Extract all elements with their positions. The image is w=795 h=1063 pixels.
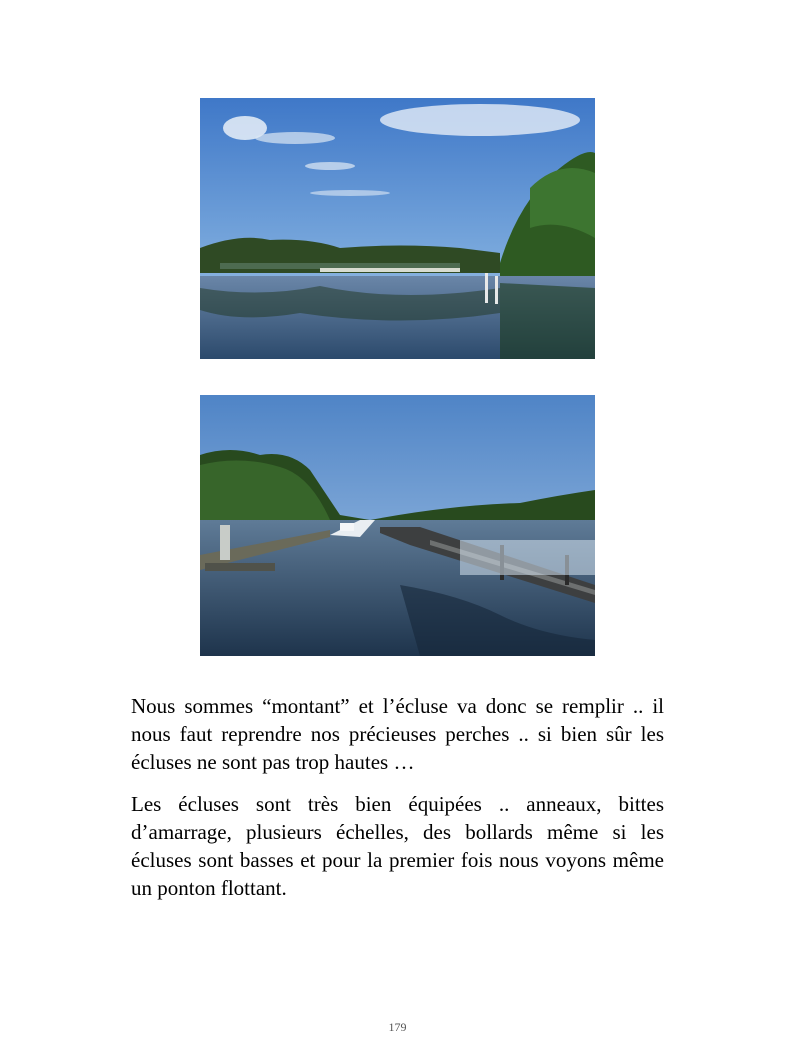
paragraph-2-text: Les écluses sont très bien équipées .. anneaux, bittes d’amarrage, plusieurs échelles, des bollards même si les écluses sont basses et pour la premier fois nous voyons même un ponton flottant. bbox=[131, 792, 664, 900]
paragraph-1-text: Nous sommes “montant” et l’écluse va donc se remplir .. il nous faut reprendre nos précieuses perches .. si bien sûr les écluses ne sont pas trop hautes … bbox=[131, 694, 664, 774]
paragraph-1 bbox=[131, 692, 664, 776]
paragraph-2 bbox=[131, 790, 664, 902]
photo-river-weir bbox=[200, 98, 595, 359]
photo-lock-boat bbox=[200, 395, 595, 656]
page-number: 179 bbox=[388, 1020, 407, 1034]
